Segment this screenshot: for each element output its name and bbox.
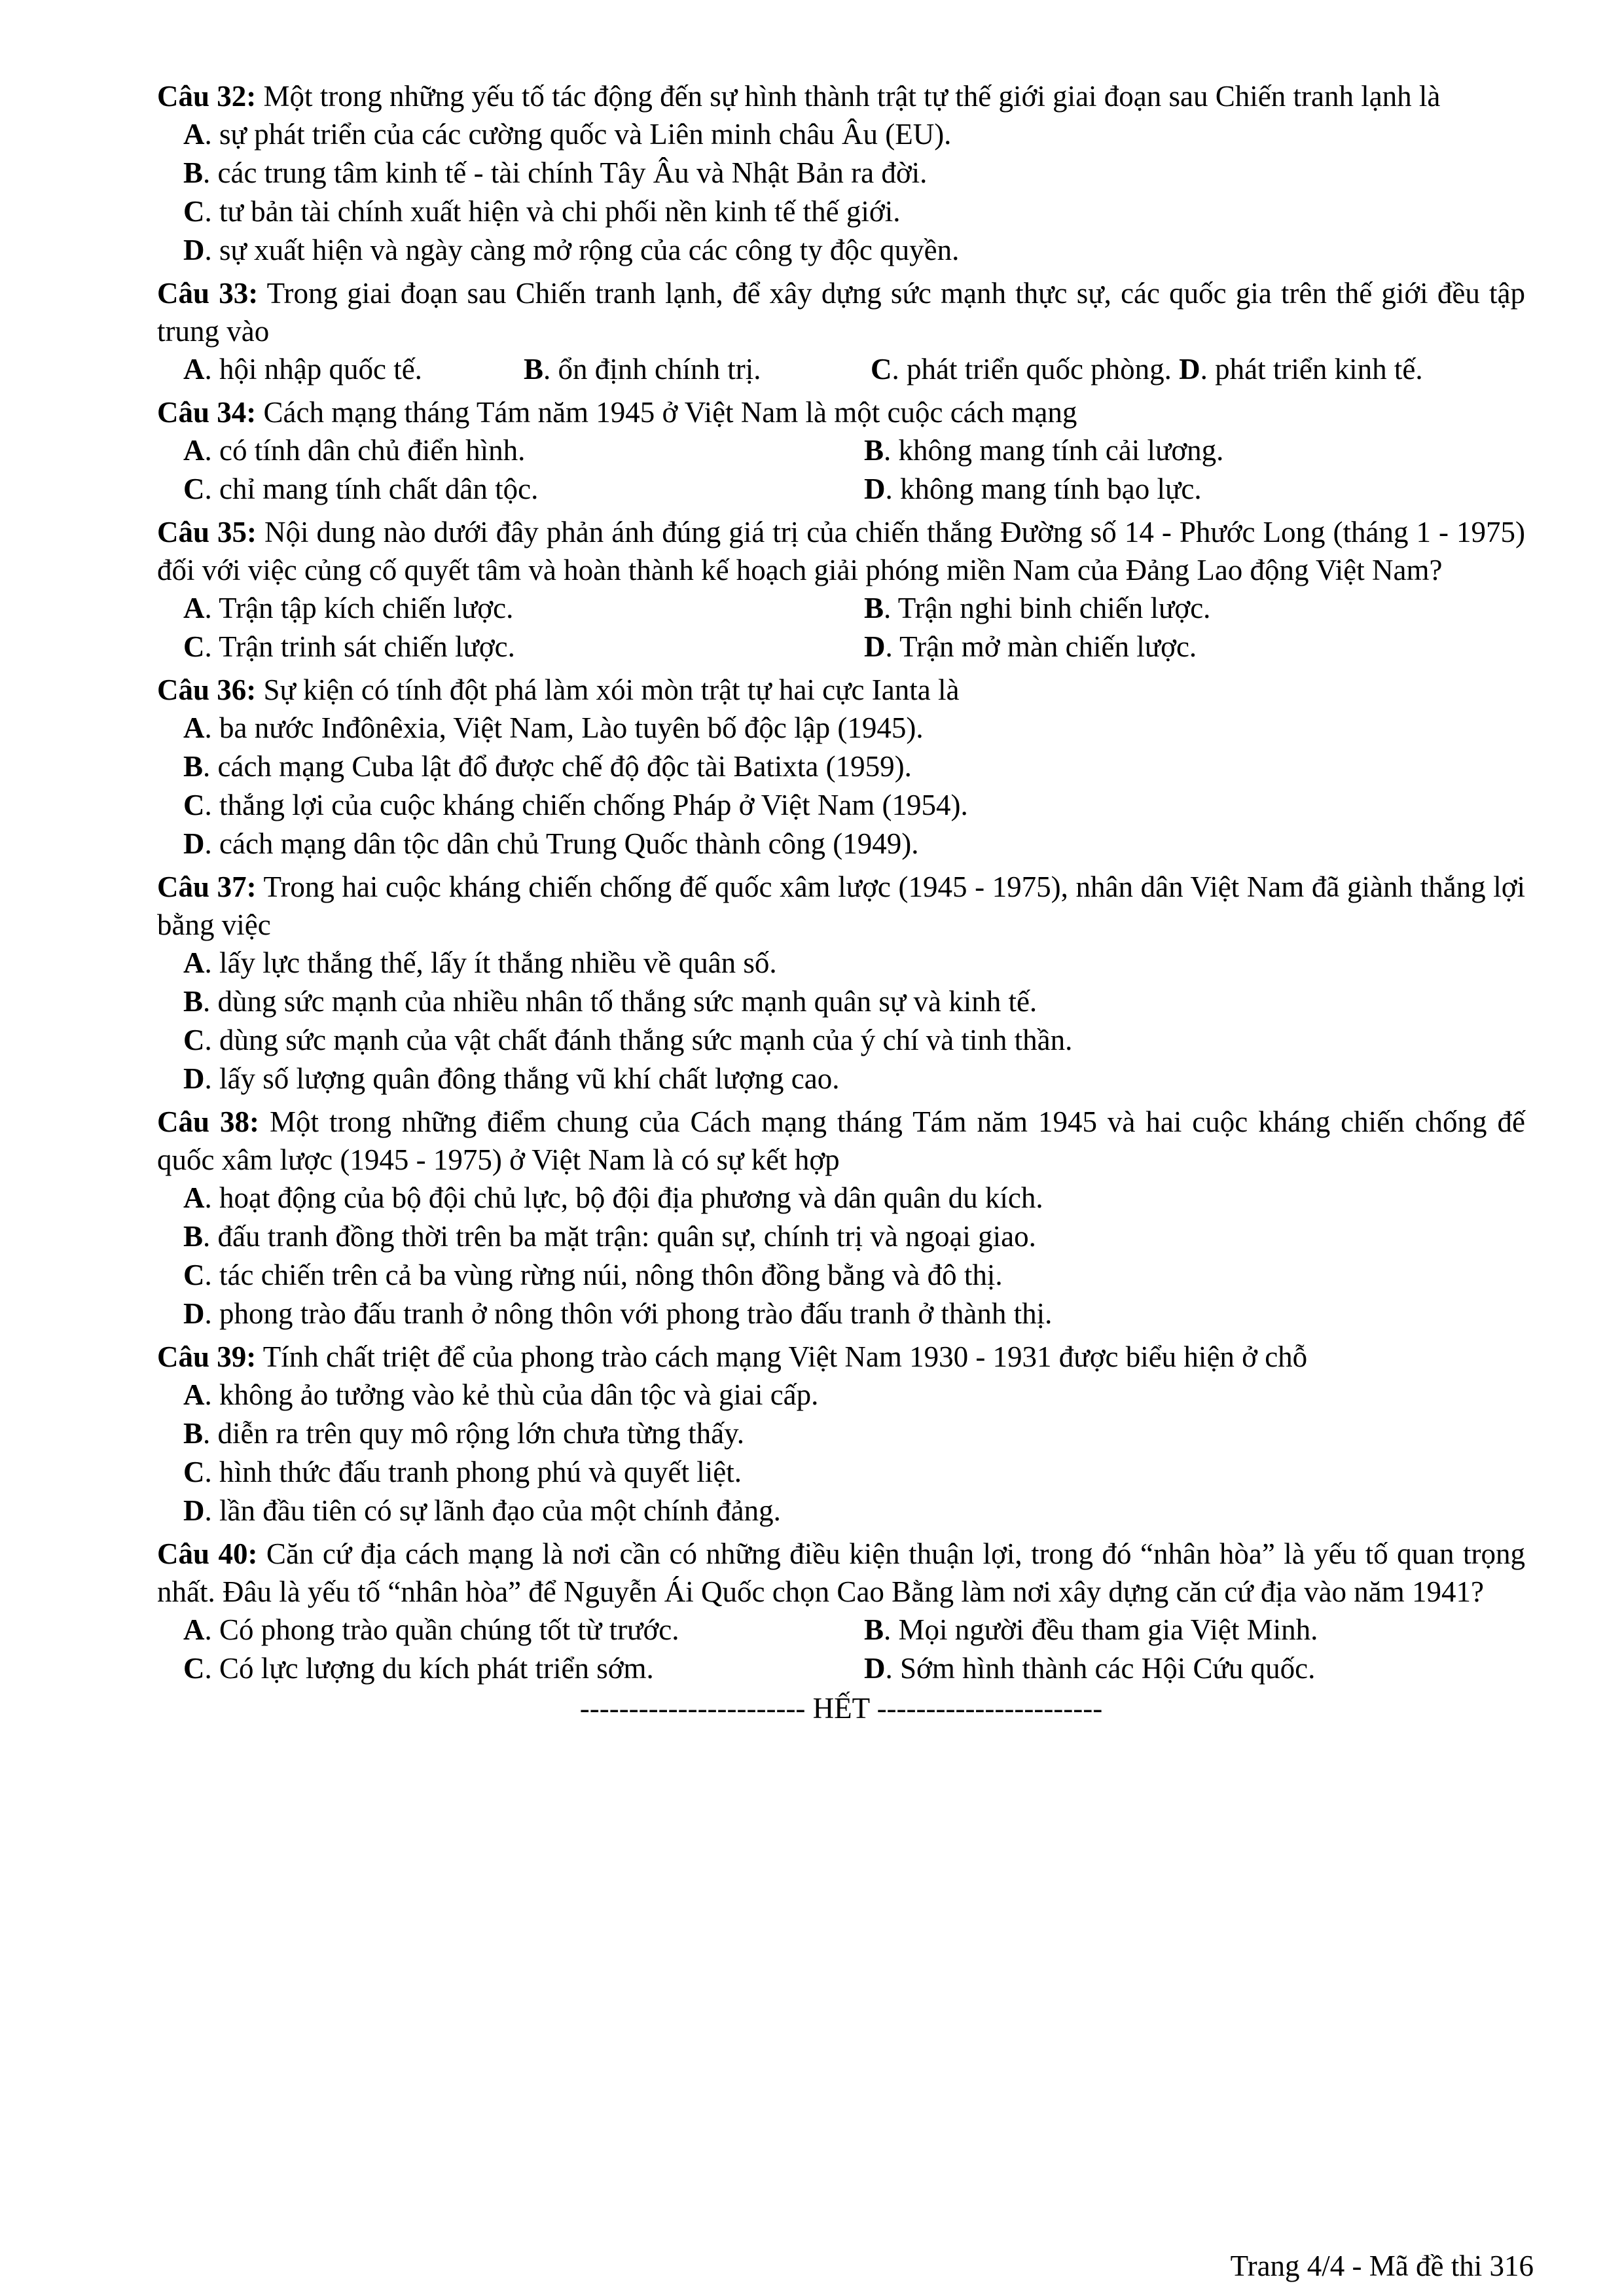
question-39 xyxy=(157,1338,1525,1376)
option-a: A. hoạt động của bộ đội chủ lực, bộ đội địa phương và dân quân du kích. xyxy=(183,1181,1043,1214)
option-d: D. Trận mở màn chiến lược. xyxy=(864,630,1197,663)
question-label: Câu 40: xyxy=(157,1537,258,1570)
option-a: A. Có phong trào quần chúng tốt từ trước. xyxy=(183,1613,679,1646)
option-c: C. hình thức đấu tranh phong phú và quyết liệt. xyxy=(183,1456,742,1488)
option-b: B. Mọi người đều tham gia Việt Minh. xyxy=(864,1613,1318,1646)
question-36 xyxy=(157,671,1525,709)
option-b: B. diễn ra trên quy mô rộng lớn chưa từng thấy. xyxy=(183,1417,744,1450)
question-label: Câu 35: xyxy=(157,516,257,548)
question-33 xyxy=(157,274,1525,350)
question-text: Trong hai cuộc kháng chiến chống đế quốc xâm lược (1945 - 1975), nhân dân Việt Nam đã giành thắng lợi bằng việc xyxy=(157,870,1525,941)
option-d-letter: D xyxy=(1179,353,1200,386)
option-a: A. Trận tập kích chiến lược. xyxy=(183,592,514,624)
question-text: Căn cứ địa cách mạng là nơi cần có những điều kiện thuận lợi, trong đó “nhân hòa” là yếu tố quan trọng nhất. Đâu là yếu tố “nhân hòa” để Nguyễn Ái Quốc chọn Cao Bằng làm nơi xây dựng căn cứ địa vào năm 1941? xyxy=(157,1537,1525,1608)
option-b: B. Trận nghi binh chiến lược. xyxy=(864,592,1211,624)
option-a: A. ba nước Inđônêxia, Việt Nam, Lào tuyên bố độc lập (1945). xyxy=(183,711,924,744)
question-label: Câu 32: xyxy=(157,80,257,113)
options-row xyxy=(157,628,1525,666)
question-label: Câu 36: xyxy=(157,673,257,706)
option-a: A. không ảo tưởng vào kẻ thù của dân tộc và giai cấp. xyxy=(183,1378,819,1411)
question-label: Câu 38: xyxy=(157,1105,259,1138)
options-row xyxy=(157,350,1525,389)
question-text: Trong giai đoạn sau Chiến tranh lạnh, để xây dựng sức mạnh thực sự, các quốc gia trên thế giới đều tập trung vào xyxy=(157,277,1526,348)
question-34 xyxy=(157,393,1525,431)
option-d: D. lần đầu tiên có sự lãnh đạo của một chính đảng. xyxy=(183,1494,781,1527)
exam-page xyxy=(157,77,1525,1728)
option-d: D. phong trào đấu tranh ở nông thôn với phong trào đấu tranh ở thành thị. xyxy=(183,1297,1053,1330)
option-c: C. thắng lợi của cuộc kháng chiến chống Pháp ở Việt Nam (1954). xyxy=(183,789,968,821)
options-row xyxy=(157,1649,1525,1688)
question-text: Một trong những điểm chung của Cách mạng tháng Tám năm 1945 và hai cuộc kháng chiến chống đế quốc xâm lược (1945 - 1975) ở Việt Nam là có sự kết hợp xyxy=(157,1105,1525,1176)
question-text: Một trong những yếu tố tác động đến sự hình thành trật tự thế giới giai đoạn sau Chiến tranh lạnh là xyxy=(256,80,1441,113)
question-text: Tính chất triệt để của phong trào cách mạng Việt Nam 1930 - 1931 được biểu hiện ở chỗ xyxy=(256,1340,1308,1373)
option-c: C. phát triển quốc phòng. D. phát triển kinh tế. xyxy=(871,353,1423,386)
option-c: C. dùng sức mạnh của vật chất đánh thắng sức mạnh của ý chí và tinh thần. xyxy=(183,1024,1073,1056)
option-d-text: . phát triển kinh tế. xyxy=(1200,353,1423,386)
option-b: B. dùng sức mạnh của nhiều nhân tố thắng sức mạnh quân sự và kinh tế. xyxy=(183,985,1038,1018)
option-d: D. sự xuất hiện và ngày càng mở rộng của các công ty độc quyền. xyxy=(183,234,960,266)
option-b: B. ổn định chính trị. xyxy=(524,353,761,386)
option-b: B. không mang tính cải lương. xyxy=(864,434,1224,467)
option-c: C. Trận trinh sát chiến lược. xyxy=(183,630,515,663)
option-b: B. các trung tâm kinh tế - tài chính Tây Âu và Nhật Bản ra đời. xyxy=(183,156,928,189)
option-d: D. không mang tính bạo lực. xyxy=(864,473,1202,505)
options-row xyxy=(157,1611,1525,1649)
question-label: Câu 37: xyxy=(157,870,257,903)
option-c: C. tác chiến trên cả ba vùng rừng núi, nông thôn đồng bằng và đô thị. xyxy=(183,1259,1003,1291)
question-38 xyxy=(157,1103,1525,1179)
option-d: D. lấy số lượng quân đông thắng vũ khí chất lượng cao. xyxy=(183,1062,840,1095)
option-a: A. sự phát triển của các cường quốc và Liên minh châu Âu (EU). xyxy=(183,118,952,151)
options-row xyxy=(157,589,1525,628)
question-32 xyxy=(157,77,1525,115)
option-a: A. có tính dân chủ điển hình. xyxy=(183,434,526,467)
options-row xyxy=(157,431,1525,470)
question-37 xyxy=(157,868,1525,944)
question-label: Câu 33: xyxy=(157,277,259,310)
option-a: A. lấy lực thắng thế, lấy ít thắng nhiều về quân số. xyxy=(183,946,777,979)
question-label: Câu 39: xyxy=(157,1340,257,1373)
question-text: Sự kiện có tính đột phá làm xói mòn trật tự hai cực Ianta là xyxy=(256,673,960,706)
question-35 xyxy=(157,513,1525,589)
option-b: B. cách mạng Cuba lật đổ được chế độ độc tài Batixta (1959). xyxy=(183,750,912,783)
option-d: D. Sớm hình thành các Hội Cứu quốc. xyxy=(864,1652,1316,1685)
question-40 xyxy=(157,1535,1525,1611)
option-a: A. hội nhập quốc tế. xyxy=(183,353,422,386)
question-text: Cách mạng tháng Tám năm 1945 ở Việt Nam là một cuộc cách mạng xyxy=(256,396,1077,429)
option-c: C. Có lực lượng du kích phát triển sớm. xyxy=(183,1652,654,1685)
question-label: Câu 34: xyxy=(157,396,257,429)
option-b: B. đấu tranh đồng thời trên ba mặt trận: quân sự, chính trị và ngoại giao. xyxy=(183,1220,1036,1253)
question-text: Nội dung nào dưới đây phản ánh đúng giá trị của chiến thắng Đường số 14 - Phước Long (tháng 1 - 1975) đối với việc củng cố quyết tâm và hoàn thành kế hoạch giải phóng miền Nam của Đảng Lao động Việt Nam? xyxy=(157,516,1525,586)
end-marker: ----------------------- HẾT ----------------------- xyxy=(579,1692,1103,1725)
option-d: D. cách mạng dân tộc dân chủ Trung Quốc thành công (1949). xyxy=(183,827,919,860)
options-row xyxy=(157,470,1525,509)
option-c: C. tư bản tài chính xuất hiện và chi phối nền kinh tế thế giới. xyxy=(183,195,901,228)
option-c: C. chỉ mang tính chất dân tộc. xyxy=(183,473,539,505)
page-footer: Trang 4/4 - Mã đề thi 316 xyxy=(1230,2250,1534,2282)
